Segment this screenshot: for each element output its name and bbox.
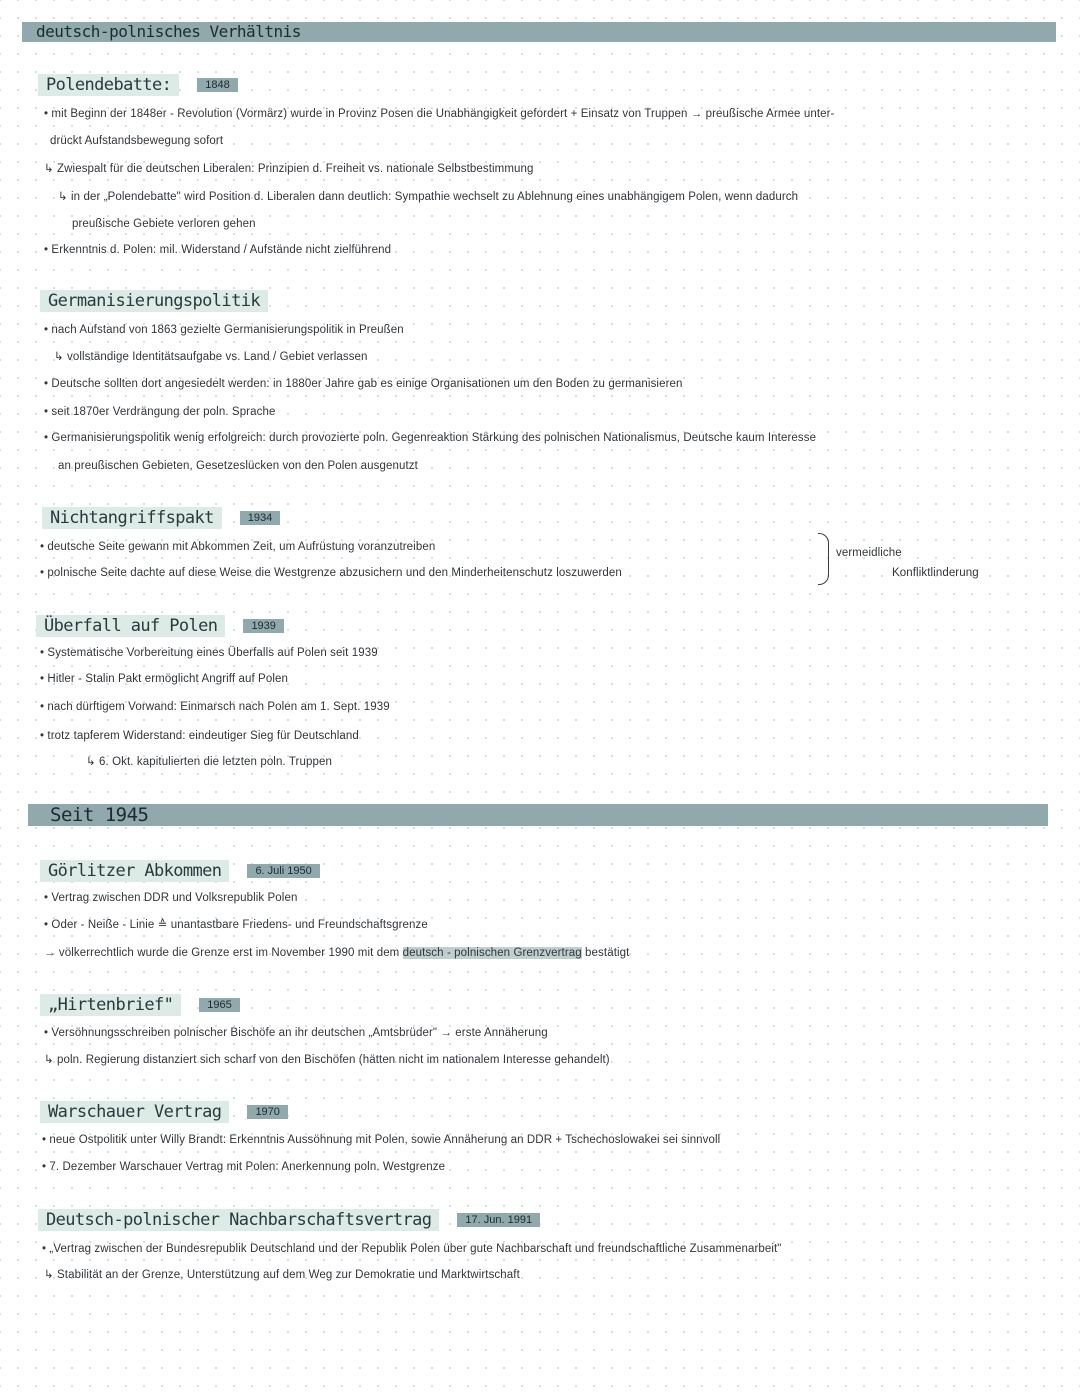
note-line: • deutsche Seite gewann mit Abkommen Zeit, um Aufrüstung voranzutreiben xyxy=(40,541,436,553)
note-line: ↳ Zwiespalt für die deutschen Liberalen: Prinzipien d. Freiheit vs. nationale Selbstbestimmung xyxy=(44,163,534,175)
section-date: 6. Juli 1950 xyxy=(247,864,319,878)
section-banner-seit-1945 xyxy=(28,804,1048,826)
section-heading-nachbarschaftsvertrag xyxy=(38,1209,540,1231)
note-line: • nach Aufstand von 1863 gezielte Germanisierungspolitik in Preußen xyxy=(44,324,404,336)
note-line: • nach dürftigem Vorwand: Einmarsch nach Polen am 1. Sept. 1939 xyxy=(40,701,390,713)
note-line: • polnische Seite dachte auf diese Weise die Westgrenze abzusichern und den Minderheitenschutz loszuwerden xyxy=(40,567,622,579)
section-heading-polendebatte xyxy=(38,74,238,96)
section-title: Nichtangriffspakt xyxy=(42,507,222,529)
section-title: Görlitzer Abkommen xyxy=(40,860,229,882)
note-line: drückt Aufstandsbewegung sofort xyxy=(50,135,224,147)
note-line: • Deutsche sollten dort angesiedelt werden: in 1880er Jahre gab es einige Organisationen um den Boden zu germanisieren xyxy=(44,378,683,390)
section-title: Deutsch-polnischer Nachbarschaftsvertrag xyxy=(38,1209,439,1231)
side-note: Konfliktlinderung xyxy=(892,567,979,579)
note-line: • Germanisierungspolitik wenig erfolgreich: durch provozierte poln. Gegenreaktion Stärkung des polnischen Nationalismus, Deutsche kaum Interesse xyxy=(44,432,817,444)
section-title: Germanisierungspolitik xyxy=(40,290,268,312)
section-heading-hirtenbrief xyxy=(40,994,240,1016)
note-line: • Systematische Vorbereitung eines Überfalls auf Polen seit 1939 xyxy=(40,647,378,659)
note-line: • neue Ostpolitik unter Willy Brandt: Erkenntnis Aussöhnung mit Polen, sowie Annäherung an DDR + Tschechoslowakei sei sinnvoll xyxy=(42,1134,721,1146)
note-line: • „Vertrag zwischen der Bundesrepublik Deutschland und der Republik Polen über gute Nachbarschaft und freundschaftliche Zusammenarbeit" xyxy=(42,1243,782,1255)
note-line: ↳ in der „Polendebatte" wird Position d. Liberalen dann deutlich: Sympathie wechselt zu Ablehnung eines unabhängigem Polen, wenn dadurch xyxy=(58,191,799,203)
highlighted-term: deutsch - polnischen Grenzvertrag xyxy=(402,947,582,959)
side-note: vermeidliche xyxy=(836,547,902,559)
note-line: ↳ poln. Regierung distanziert sich scharf von den Bischöfen (hätten nicht im nationalem Interesse gehandelt) xyxy=(44,1054,610,1066)
section-date: 1939 xyxy=(243,619,283,633)
section-date: 17. Jun. 1991 xyxy=(457,1213,540,1227)
banner-title: Seit 1945 xyxy=(50,804,149,826)
note-line: • Vertrag zwischen DDR und Volksrepublik Polen xyxy=(44,892,298,904)
page-title: deutsch-polnisches Verhältnis xyxy=(36,22,301,41)
section-title: Warschauer Vertrag xyxy=(40,1101,229,1123)
section-title: Überfall auf Polen xyxy=(36,615,225,637)
note-line: • 7. Dezember Warschauer Vertrag mit Polen: Anerkennung poln. Westgrenze xyxy=(42,1161,446,1173)
section-date: 1934 xyxy=(240,511,280,525)
note-line: ↳ vollständige Identitätsaufgabe vs. Land / Gebiet verlassen xyxy=(54,351,368,363)
page-title-banner xyxy=(22,22,1056,42)
note-line: • Oder - Neiße - Linie ≙ unantastbare Friedens- und Freundschaftsgrenze xyxy=(44,919,428,931)
section-heading-nichtangriffspakt xyxy=(42,507,280,529)
section-heading-warschauer xyxy=(40,1101,288,1123)
note-line: preußische Gebiete verloren gehen xyxy=(72,218,256,230)
note-line: • seit 1870er Verdrängung der poln. Sprache xyxy=(44,406,276,418)
note-text: bestätigt xyxy=(581,947,630,959)
note-line: an preußischen Gebieten, Gesetzeslücken von den Polen ausgenutzt xyxy=(58,460,418,472)
note-line: ↳ Stabilität an der Grenze, Unterstützung auf dem Weg zur Demokratie und Marktwirtschaft xyxy=(44,1269,520,1281)
section-date: 1848 xyxy=(197,78,237,92)
section-date: 1965 xyxy=(199,998,239,1012)
note-line: • Versöhnungsschreiben polnischer Bischöfe an ihr deutschen „Amtsbrüder" → erste Annäherung xyxy=(44,1027,548,1039)
section-heading-germanisierungspolitik xyxy=(40,290,268,312)
section-date: 1970 xyxy=(247,1105,287,1119)
note-line: • Erkenntnis d. Polen: mil. Widerstand / Aufstände nicht zielführend xyxy=(44,244,392,256)
brace-mark xyxy=(818,533,829,585)
note-line xyxy=(44,946,629,960)
note-line: • Hitler - Stalin Pakt ermöglicht Angriff auf Polen xyxy=(40,673,288,685)
note-line: • trotz tapferem Widerstand: eindeutiger Sieg für Deutschland xyxy=(40,730,359,742)
section-heading-ueberfall xyxy=(36,615,284,637)
note-line: • mit Beginn der 1848er - Revolution (Vormärz) wurde in Provinz Posen die Unabhängigkeit gefordert + Einsatz von Truppen → preußische Armee unter- xyxy=(44,108,835,120)
note-text: → völkerrechtlich wurde die Grenze erst im November 1990 mit dem xyxy=(44,947,403,959)
section-heading-goerlitzer xyxy=(40,860,320,882)
section-title: Polendebatte: xyxy=(38,74,179,96)
section-title: „Hirtenbrief" xyxy=(40,994,181,1016)
note-line: ↳ 6. Okt. kapitulierten die letzten poln. Truppen xyxy=(86,756,332,768)
